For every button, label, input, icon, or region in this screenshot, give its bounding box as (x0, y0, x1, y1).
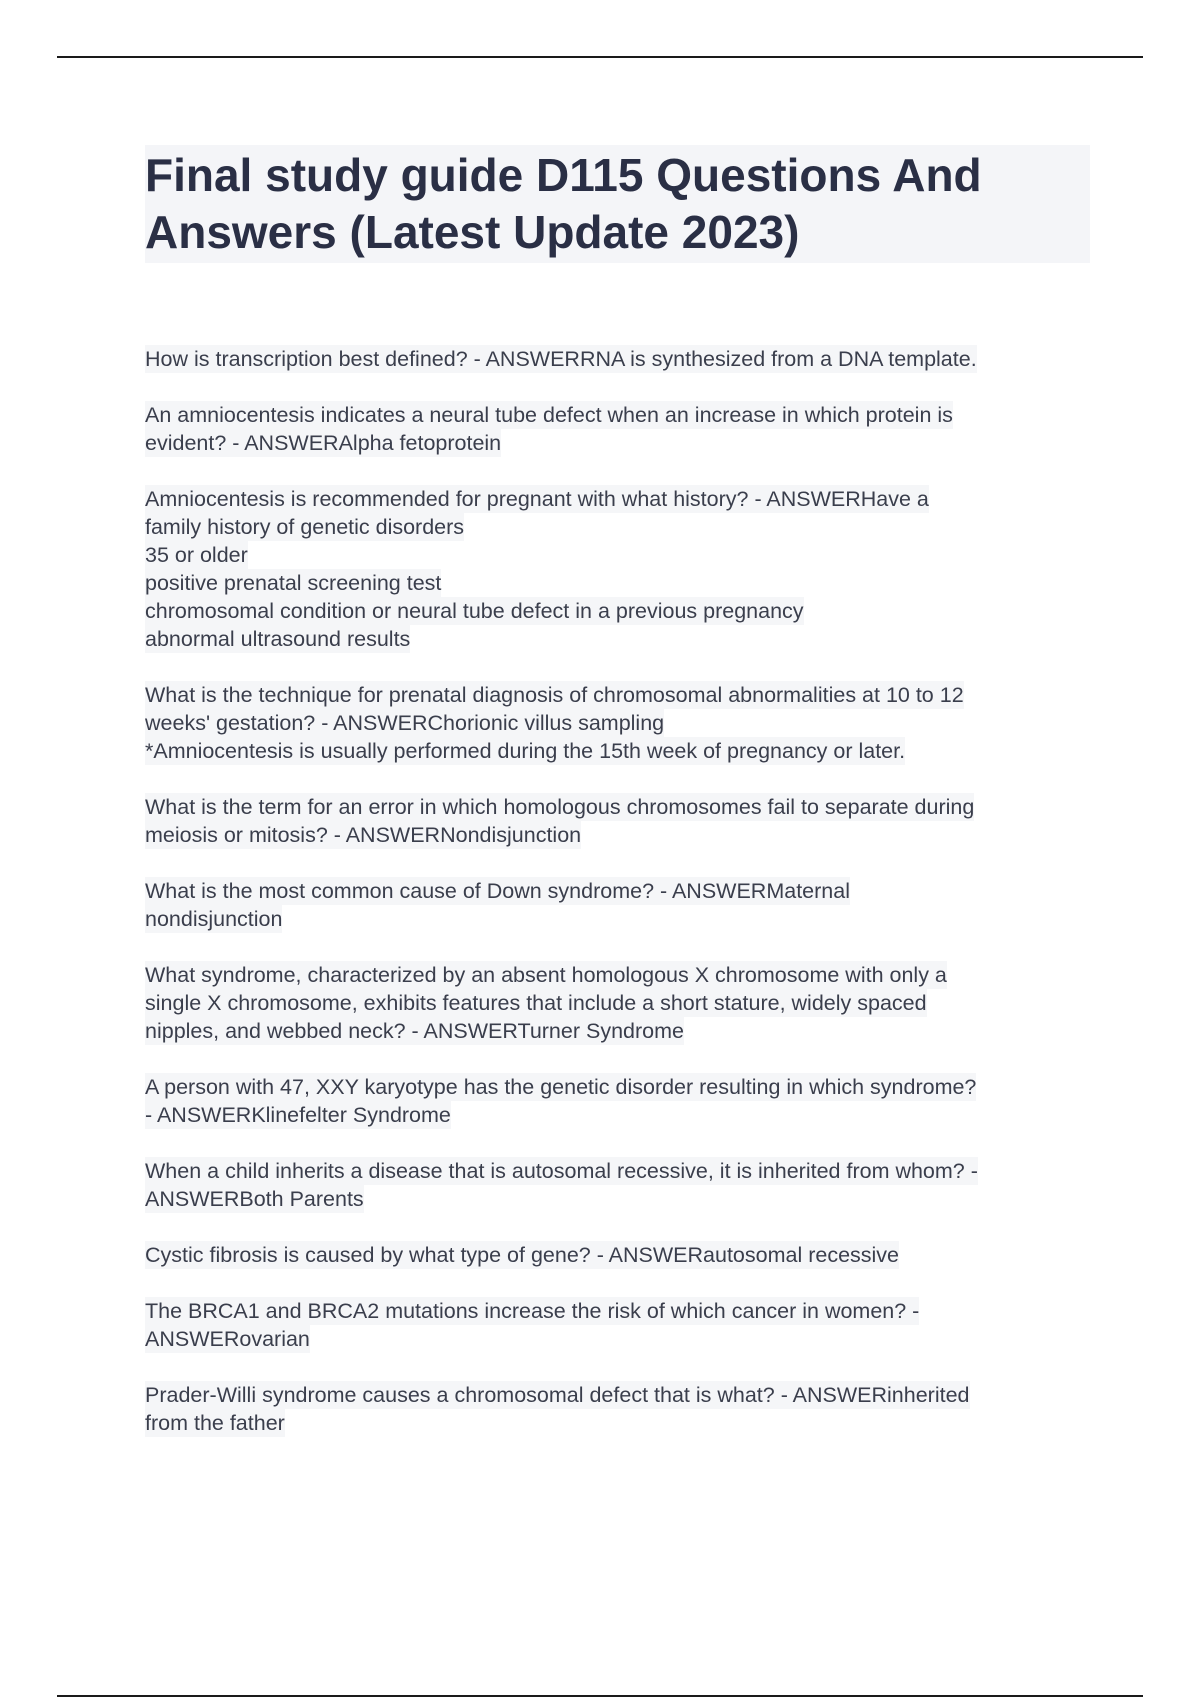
qa-line: weeks' gestation? - ANSWERChorionic villus sampling (145, 711, 665, 735)
qa-line: How is transcription best defined? - ANSWERRNA is synthesized from a DNA template. (145, 347, 977, 371)
qa-item (145, 877, 1090, 933)
document-body (145, 145, 1090, 1465)
qa-line: nipples, and webbed neck? - ANSWERTurner Syndrome (145, 1019, 684, 1043)
qa-line: - ANSWERKlinefelter Syndrome (145, 1103, 451, 1127)
qa-line: abnormal ultrasound results (145, 627, 411, 651)
qa-item (145, 345, 1090, 373)
qa-line: When a child inherits a disease that is autosomal recessive, it is inherited from whom? - (145, 1159, 978, 1183)
qa-line: chromosomal condition or neural tube defect in a previous pregnancy (145, 599, 804, 623)
qa-item (145, 1297, 1090, 1353)
qa-line: What syndrome, characterized by an absent homologous X chromosome with only a (145, 963, 947, 987)
qa-item (145, 1073, 1090, 1129)
top-rule (57, 56, 1143, 58)
qa-line: nondisjunction (145, 907, 283, 931)
qa-line: What is the most common cause of Down syndrome? - ANSWERMaternal (145, 879, 850, 903)
qa-line: evident? - ANSWERAlpha fetoprotein (145, 431, 502, 455)
qa-item (145, 1381, 1090, 1437)
qa-item (145, 681, 1090, 765)
qa-line: meiosis or mitosis? - ANSWERNondisjunction (145, 823, 582, 847)
qa-line: A person with 47, XXY karyotype has the genetic disorder resulting in which syndrome? (145, 1075, 977, 1099)
qa-item (145, 401, 1090, 457)
qa-line: The BRCA1 and BRCA2 mutations increase the risk of which cancer in women? - (145, 1299, 920, 1323)
qa-line: from the father (145, 1411, 285, 1435)
qa-line: Prader-Willi syndrome causes a chromosomal defect that is what? - ANSWERinherited (145, 1383, 970, 1407)
qa-line: What is the technique for prenatal diagnosis of chromosomal abnormalities at 10 to 12 (145, 683, 964, 707)
qa-line: positive prenatal screening test (145, 571, 442, 595)
qa-line: 35 or older (145, 543, 248, 567)
qa-line: ANSWERovarian (145, 1327, 310, 1351)
qa-item (145, 961, 1090, 1045)
qa-item (145, 793, 1090, 849)
qa-line: What is the term for an error in which homologous chromosomes fail to separate during (145, 795, 975, 819)
title-line: Final study guide D115 Questions And (145, 149, 982, 201)
qa-line: *Amniocentesis is usually performed during the 15th week of pregnancy or later. (145, 739, 906, 763)
qa-line: Cystic fibrosis is caused by what type of gene? - ANSWERautosomal recessive (145, 1243, 900, 1267)
document-title (145, 147, 1090, 261)
qa-list (145, 345, 1090, 1437)
qa-line: Amniocentesis is recommended for pregnant with what history? - ANSWERHave a (145, 487, 929, 511)
qa-line: family history of genetic disorders (145, 515, 465, 539)
qa-line: single X chromosome, exhibits features that include a short stature, widely spaced (145, 991, 927, 1015)
title-block (145, 145, 1090, 263)
qa-item (145, 1241, 1090, 1269)
title-line: Answers (Latest Update 2023) (145, 206, 800, 258)
qa-item (145, 1157, 1090, 1213)
bottom-rule (57, 1695, 1143, 1697)
qa-line: ANSWERBoth Parents (145, 1187, 364, 1211)
qa-item (145, 485, 1090, 653)
qa-line: An amniocentesis indicates a neural tube defect when an increase in which protein is (145, 403, 953, 427)
